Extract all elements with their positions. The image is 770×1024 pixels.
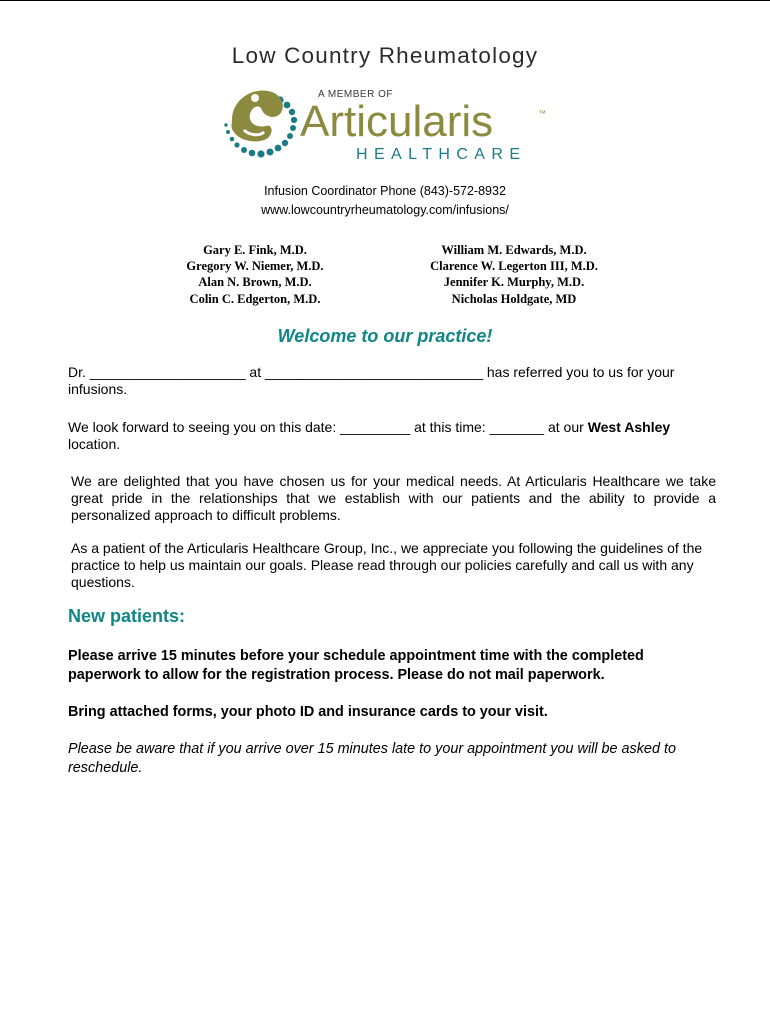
appointment-line: We look forward to seeing you on this date: _________ at this time: _______ at our West Ashley location.: [68, 419, 671, 452]
doctor-name: Nicholas Holdgate, MD: [451, 291, 577, 306]
top-border: [0, 0, 770, 1]
doctor-name: Gary E. Fink, M.D.: [203, 243, 307, 257]
member-of-text: A MEMBER OF: [318, 89, 393, 100]
referring-doctor-field[interactable]: ____________________: [89, 364, 246, 380]
bring-instruction: Bring attached forms, your photo ID and insurance cards to your visit.: [68, 704, 548, 720]
new-patients-heading: New patients:: [68, 606, 186, 626]
referring-location-field[interactable]: ____________________________: [264, 364, 483, 380]
doctor-name: Colin C. Edgerton, M.D.: [189, 291, 321, 306]
brand-name: Articularis: [300, 97, 494, 146]
trademark-mark: ™: [538, 109, 546, 118]
doctors-right-column: [404, 242, 624, 307]
location-name: West Ashley: [587, 419, 671, 435]
doctor-name: Gregory W. Niemer, M.D.: [186, 259, 324, 274]
doctor-name: Alan N. Brown, M.D.: [198, 275, 312, 290]
late-policy: Please be aware that if you arrive over 15 minutes late to your appointment you will be asked to reschedule.: [68, 741, 676, 776]
doctor-name: William M. Edwards, M.D.: [441, 243, 587, 257]
logo-figure-icon: [232, 90, 283, 141]
appointment-date-field[interactable]: _________: [340, 419, 411, 435]
arrive-instruction: Please arrive 15 minutes before your schedule appointment time with the completed paperwork to allow for the registration process. Please do not mail paperwork.: [68, 648, 644, 683]
doctor-name: Clarence W. Legerton III, M.D.: [430, 259, 598, 274]
doctor-name: Jennifer K. Murphy, M.D.: [443, 275, 585, 290]
brand-sub: HEALTHCARE: [356, 146, 527, 163]
intro-paragraph: We are delighted that you have chosen us for your medical needs. At Articularis Healthcare we take great pride in the relationships that we establish with our patients and the ability to provide a personalized approach to difficult problems.: [71, 473, 716, 523]
doctors-left-column: [145, 242, 365, 307]
practice-name: Low Country Rheumatology: [231, 43, 539, 68]
welcome-heading: Welcome to our practice!: [277, 326, 493, 346]
website-link[interactable]: www.lowcountryrheumatology.com/infusions/: [261, 203, 509, 217]
articularis-logo: [210, 80, 550, 170]
coordinator-phone: Infusion Coordinator Phone (843)-572-8932: [264, 184, 506, 198]
referral-line: Dr. ____________________ at ____________________________ has referred you to us for your infusions.: [68, 364, 675, 397]
appointment-time-field[interactable]: _______: [489, 419, 545, 435]
policy-paragraph: As a patient of the Articularis Healthcare Group, Inc., we appreciate you following the guidelines of the practice to help us maintain our goals. Please read through our policies carefully and call us with any questions.: [71, 540, 703, 590]
